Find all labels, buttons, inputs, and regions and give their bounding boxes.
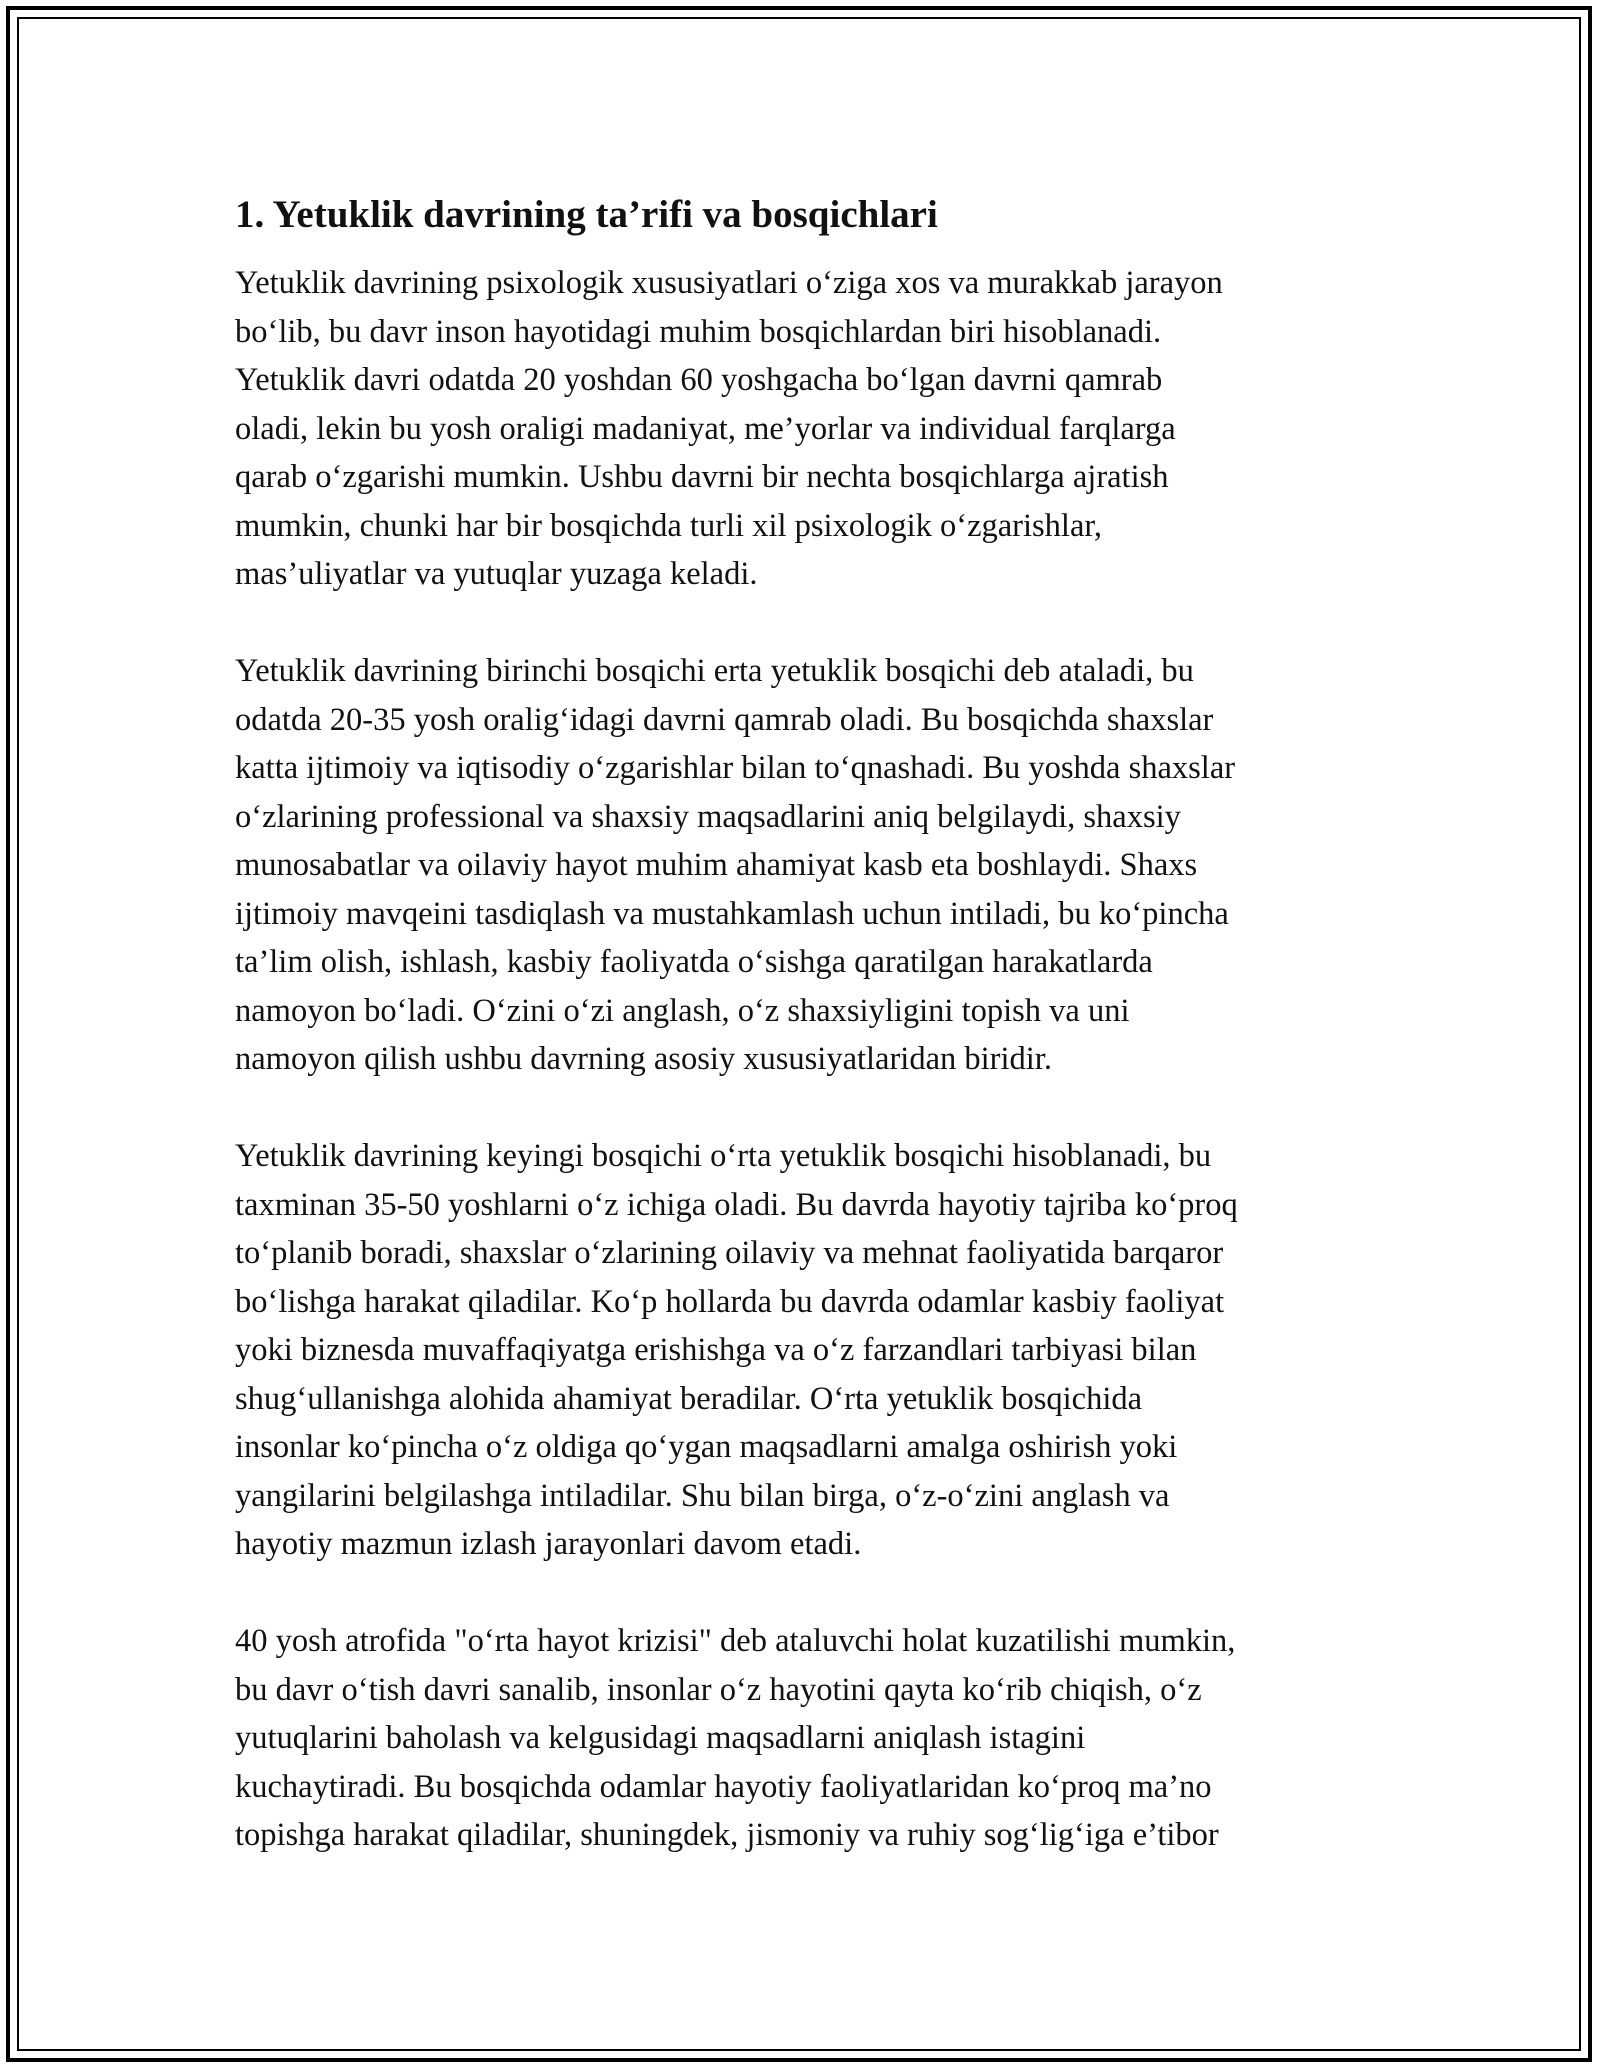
paragraph-line: bo‘lishga harakat qiladilar. Ko‘p hollarda bu davrda odamlar kasbiy faoliyat bbox=[235, 1283, 1225, 1320]
paragraph-line: odatda 20-35 yosh oralig‘idagi davrni qamrab oladi. Bu bosqichda shaxslar bbox=[235, 701, 1214, 738]
paragraph-line: yoki biznesda muvaffaqiyatga erishishga va o‘z farzandlari tarbiyasi bilan bbox=[235, 1332, 1197, 1368]
paragraph-line: katta ijtimoiy va iqtisodiy o‘zgarishlar bilan to‘qnashadi. Bu yoshda shaxslar bbox=[235, 750, 1236, 786]
paragraph-3 bbox=[235, 1132, 1380, 1569]
paragraph-line: taxminan 35-50 yoshlarni o‘z ichiga oladi. Bu davrda hayotiy tajriba ko‘proq bbox=[235, 1186, 1238, 1223]
paragraph-line: namoyon bo‘ladi. O‘zini o‘zi anglash, o‘z shaxsiyligini topish va uni bbox=[235, 992, 1130, 1029]
paragraph-line: qarab o‘zgarishi mumkin. Ushbu davrni bir nechta bosqichlarga ajratish bbox=[235, 459, 1169, 495]
paragraph-line: Yetuklik davrining psixologik xususiyatlari o‘ziga xos va murakkab jarayon bbox=[235, 265, 1223, 301]
paragraph-line: to‘planib boradi, shaxslar o‘zlarining oilaviy va mehnat faoliyatida barqaror bbox=[235, 1235, 1224, 1271]
paragraph-line: Yetuklik davrining birinchi bosqichi erta yetuklik bosqichi deb ataladi, bu bbox=[235, 653, 1194, 689]
paragraph-line: 40 yosh atrofida "o‘rta hayot krizisi" deb ataluvchi holat kuzatilishi mumkin, bbox=[235, 1623, 1236, 1659]
paragraph-1 bbox=[235, 259, 1380, 599]
paragraph-4 bbox=[235, 1617, 1380, 1860]
paragraph-line: bu davr o‘tish davri sanalib, insonlar o‘z hayotini qayta ko‘rib chiqish, o‘z bbox=[235, 1671, 1202, 1708]
paragraph-line: munosabatlar va oilaviy hayot muhim ahamiyat kasb eta boshlaydi. Shaxs bbox=[235, 847, 1198, 883]
paragraph-line: yangilarini belgilashga intiladilar. Shu bilan birga, o‘z-o‘zini anglash va bbox=[235, 1477, 1170, 1514]
paragraph-line: mumkin, chunki har bir bosqichda turli xil psixologik o‘zgarishlar, bbox=[235, 507, 1103, 544]
paragraph-line: mas’uliyatlar va yutuqlar yuzaga keladi. bbox=[235, 556, 758, 592]
paragraph-line: insonlar ko‘pincha o‘z oldiga qo‘ygan maqsadlarni amalga oshirish yoki bbox=[235, 1429, 1178, 1465]
paragraph-line: namoyon qilish ushbu davrning asosiy xususiyatlaridan biridir. bbox=[235, 1041, 1052, 1077]
paragraph-line: hayotiy mazmun izlash jarayonlari davom etadi. bbox=[235, 1526, 862, 1562]
paragraph-line: Yetuklik davri odatda 20 yoshdan 60 yoshgacha bo‘lgan davrni qamrab bbox=[235, 362, 1163, 398]
paragraph-line: ijtimoiy mavqeini tasdiqlash va mustahkamlash uchun intiladi, bu ko‘pincha bbox=[235, 895, 1229, 932]
paragraph-2 bbox=[235, 647, 1380, 1084]
paragraph-line: yutuqlarini baholash va kelgusidagi maqsadlarni aniqlash istagini bbox=[235, 1720, 1086, 1756]
paragraph-line: o‘zlarining professional va shaxsiy maqsadlarini aniq belgilaydi, shaxsiy bbox=[235, 798, 1181, 835]
paragraph-line: kuchaytiradi. Bu bosqichda odamlar hayotiy faoliyatlaridan ko‘proq ma’no bbox=[235, 1768, 1212, 1805]
paragraph-line: bo‘lib, bu davr inson hayotidagi muhim bosqichlardan biri hisoblanadi. bbox=[235, 313, 1162, 350]
paragraph-line: Yetuklik davrining keyingi bosqichi o‘rta yetuklik bosqichi hisoblanadi, bu bbox=[235, 1138, 1212, 1174]
paragraph-line: shug‘ullanishga alohida ahamiyat beradilar. O‘rta yetuklik bosqichida bbox=[235, 1380, 1143, 1417]
paragraph-line: topishga harakat qiladilar, shuningdek, jismoniy va ruhiy sog‘lig‘iga e’tibor bbox=[235, 1817, 1219, 1853]
section-heading: 1. Yetuklik davrining ta’rifi va bosqichlari bbox=[235, 193, 938, 236]
paragraph-list bbox=[235, 259, 1380, 1860]
document-body bbox=[235, 185, 1380, 1908]
paragraph-line: oladi, lekin bu yosh oraligi madaniyat, me’yorlar va individual farqlarga bbox=[235, 410, 1176, 447]
paragraph-line: ta’lim olish, ishlash, kasbiy faoliyatda o‘sishga qaratilgan harakatlarda bbox=[235, 944, 1153, 980]
